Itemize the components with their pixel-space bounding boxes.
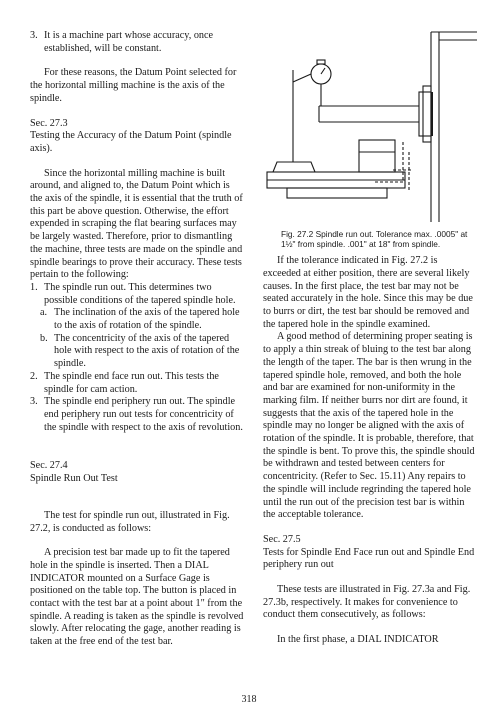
sub-list-item-text: The concentricity of the axis of the tapered hole with respect to the axis of rotation of the spindle.	[54, 332, 240, 370]
left-column	[30, 30, 244, 649]
item-3	[30, 30, 244, 55]
list-item-text: The spindle run out. This determines two possible conditions of the tapered spindle hole.	[44, 281, 236, 306]
section-27-3-heading	[30, 118, 244, 156]
section-title: Tests for Spindle End Face run out and Spindle End periphery run out	[263, 546, 475, 571]
paragraph-method: A good method of determining proper seating is to apply a thin streak of bluing to the test bar along the length of the taper. The bar is then wrung in the tapered spindle hole, removed, and both the hole and bar are examined for non-uniformity in the marking film. If neither burrs nor dirt are found, it suggests that the axis of the tapered hole in the spindle may no longer be aligned with the axis of rotation of the spindle. It is probable, therefore, that the spindle is bent. To prove this, the spindle should be withdrawn and tested between centers for concentricity. (Refer to Sec. 15.11) Any repairs to the spindle will include regrinding the tapered hole until the run out of the precision test bar is within the acceptable tolerance.	[263, 331, 475, 521]
paragraph-precision: A precision test bar made up to fit the tapered hole in the spindle is inserted. Then a DIAL INDICATOR mounted on a Surface Gage is positioned on the table top. The button is placed in contact with the test bar at a point about 1" from the spindle. A reading is taken as the spindle is revolved slowly. After relocating the gage, another reading is taken at the free end of the test bar.	[30, 547, 244, 648]
paragraph-first-phase: In the first phase, a DIAL INDICATOR	[277, 634, 439, 646]
list-item-number: 2.	[30, 370, 38, 382]
spindle-run-out-illustration	[263, 22, 477, 230]
section-number: Sec. 27.5	[263, 533, 301, 545]
section-title: Testing the Accuracy of the Datum Point (spindle axis).	[30, 130, 232, 154]
list-item	[30, 282, 244, 371]
list-item-text: The spindle end periphery run out. The spindle end periphery run out tests for concentricity of the spindle with respect to the axis of revolution.	[44, 396, 243, 433]
list-item	[30, 396, 244, 434]
list-item-text: The spindle end face run out. This tests the spindle for cam action.	[44, 370, 219, 395]
sub-list-item-letter: b.	[40, 332, 48, 344]
tests-list	[30, 282, 244, 434]
section-27-4-heading	[30, 460, 244, 485]
sub-list-item-letter: a.	[40, 307, 48, 319]
paragraph-tolerance: If the tolerance indicated in Fig. 27.2 is exceeded at either position, there are several likely causes. In the first place, the test bar may not be seated accurately in the hole. Since this may be due to burrs or dirt, the test bar should be removed and the tapered hole in the spindle examined.	[263, 255, 473, 330]
list-item-number: 3.	[30, 396, 38, 408]
figure-27-2	[263, 22, 477, 230]
page-number: 318	[241, 694, 257, 705]
section-27-5-heading	[263, 534, 477, 572]
sub-list-item	[30, 333, 244, 371]
list-item	[30, 371, 244, 396]
right-column	[263, 22, 477, 647]
figure-caption: Fig. 27.2 Spindle run out. Tolerance max. .0005" at 1½" from spindle. .001" at 18" from spindle.	[281, 229, 468, 249]
list-item-number: 1.	[30, 281, 38, 293]
section-number: Sec. 27.3	[30, 117, 68, 129]
section-title: Spindle Run Out Test	[30, 473, 118, 485]
paragraph-these: These tests are illustrated in Fig. 27.3a and Fig. 27.3b, respectively. It makes for convenience to conduct them consecutively, as follows:	[263, 584, 471, 621]
paragraph-since: Since the horizontal milling machine is built around, and aligned to, the Datum Point which is the axis of the spindle, it is essential that the truth of this part be above question. Otherwise, the effort expended in scraping the flat bearing surfaces may be largely wasted. Therefore, prior to dismantling the machine, three tests are made on the spindle and spindle bearings to prove their accuracy. These tests pertain to the following:	[30, 167, 243, 281]
section-number: Sec. 27.4	[30, 460, 68, 472]
paragraph-reasons: For these reasons, the Datum Point selected for the horizontal milling machine is the axis of the spindle.	[30, 67, 237, 104]
sub-list-item	[30, 307, 244, 332]
item-3-number: 3.	[30, 30, 38, 41]
sub-list-item-text: The inclination of the axis of the tapered hole to the axis of rotation of the spindle.	[54, 307, 240, 332]
item-3-text: It is a machine part whose accuracy, once established, will be constant.	[44, 30, 214, 54]
paragraph-test: The test for spindle run out, illustrated in Fig. 27.2, is conducted as follows:	[30, 509, 230, 534]
sub-list	[30, 307, 244, 371]
